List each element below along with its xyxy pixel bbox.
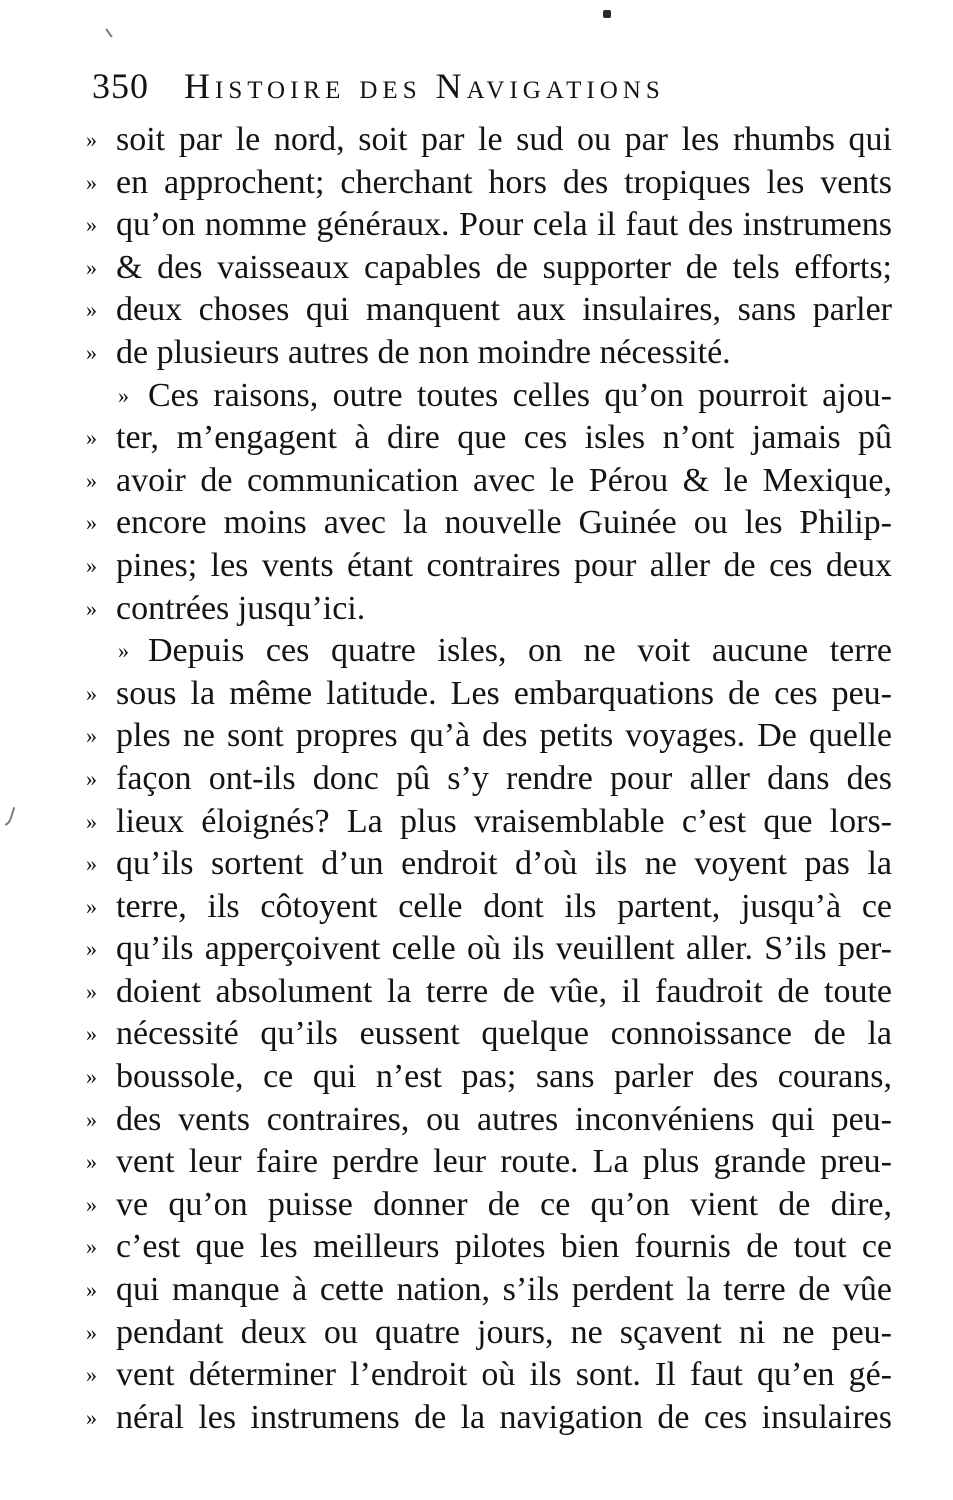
text-line xyxy=(86,460,892,503)
quote-mark: » xyxy=(86,765,97,791)
line-text: pines; les vents étant contraires pour aller de ces deux xyxy=(116,546,892,584)
quote-mark: » xyxy=(86,510,97,536)
quote-mark: » xyxy=(86,936,97,962)
ink-speck xyxy=(603,10,611,18)
quote-mark: » xyxy=(86,851,97,877)
text-line xyxy=(86,1099,892,1142)
line-text: avoir de communication avec le Pérou & le Mexique, xyxy=(116,461,892,499)
line-text: qu’ils apperçoivent celle où ils veuillent aller. S’ils per- xyxy=(116,930,892,968)
text-line xyxy=(86,204,892,247)
quote-mark: » xyxy=(86,297,97,323)
quote-mark: » xyxy=(86,467,97,493)
text-line xyxy=(86,162,892,205)
running-title: Histoire des Navigations xyxy=(184,66,665,106)
paragraph-first-line xyxy=(86,375,892,418)
line-text: encore moins avec la nouvelle Guinée ou les Philip- xyxy=(116,504,892,542)
line-text: terre, ils côtoyent celle dont ils partent, jusqu’à ce xyxy=(116,887,892,925)
quote-mark: » xyxy=(86,212,97,238)
text-line xyxy=(86,289,892,332)
quote-mark: » xyxy=(86,1064,97,1090)
line-text: deux choses qui manquent aux insulaires, sans parler xyxy=(116,291,892,329)
quote-mark: » xyxy=(86,425,97,451)
ink-speck xyxy=(105,28,112,37)
line-text: des vents contraires, ou autres inconvéniens qui peu- xyxy=(116,1100,892,1138)
quote-mark: » xyxy=(86,1404,97,1430)
line-text: lieux éloignés? La plus vraisemblable c’est que lors- xyxy=(116,802,892,840)
text-line xyxy=(86,1056,892,1099)
line-text: en approchent; cherchant hors des tropiques les vents xyxy=(116,163,892,201)
text-line xyxy=(86,971,892,1014)
line-text: sous la même latitude. Les embarquations de ces peu- xyxy=(116,674,892,712)
line-text: Ces raisons, outre toutes celles qu’on pourroit ajou- xyxy=(148,376,892,414)
paragraph-first-line xyxy=(86,630,892,673)
quote-mark: » xyxy=(86,595,97,621)
line-text: doient absolument la terre de vûe, il faudroit de toute xyxy=(116,972,892,1010)
line-text: nécessité qu’ils eussent quelque connoissance de la xyxy=(116,1015,892,1053)
text-line xyxy=(86,332,892,375)
line-text: pendant deux ou quatre jours, ne sçavent ni ne peu- xyxy=(116,1313,892,1351)
text-line xyxy=(86,801,892,844)
text-line xyxy=(86,758,892,801)
quote-mark: » xyxy=(86,1362,97,1388)
line-text: soit par le nord, soit par le sud ou par les rhumbs qui xyxy=(116,121,892,158)
quote-mark: » xyxy=(86,808,97,834)
text-line xyxy=(86,1226,892,1269)
line-text: qui manque à cette nation, s’ils perdent la terre de vûe xyxy=(116,1271,892,1309)
text-line xyxy=(86,1354,892,1397)
line-text: contrées jusqu’ici. xyxy=(116,589,366,627)
text-line xyxy=(86,588,892,631)
quote-mark: » xyxy=(86,1021,97,1047)
quote-mark: » xyxy=(86,254,97,280)
line-text: c’est que les meilleurs pilotes bien fournis de tout ce xyxy=(116,1228,892,1266)
text-line xyxy=(86,502,892,545)
line-text: vent déterminer l’endroit où ils sont. Il faut qu’en gé- xyxy=(116,1356,892,1394)
margin-stroke xyxy=(0,804,15,831)
quote-mark: » xyxy=(86,1319,97,1345)
quote-mark: » xyxy=(86,1234,97,1260)
line-text: néral les instrumens de la navigation de ces insulaires xyxy=(116,1398,892,1436)
quote-mark: » xyxy=(86,1149,97,1175)
text-line xyxy=(86,1312,892,1355)
line-text: de plusieurs autres de non moindre nécessité. xyxy=(116,333,731,371)
quote-mark: » xyxy=(86,552,97,578)
text-line xyxy=(86,673,892,716)
line-text: boussole, ce qui n’est pas; sans parler des courans, xyxy=(116,1058,892,1096)
text-line xyxy=(86,1184,892,1227)
text-line xyxy=(86,417,892,460)
quote-mark: » xyxy=(118,638,129,664)
text-line xyxy=(86,545,892,588)
running-head xyxy=(92,66,872,106)
quote-mark: » xyxy=(86,339,97,365)
line-text: & des vaisseaux capables de supporter de tels efforts; xyxy=(116,248,892,286)
text-line xyxy=(86,119,892,162)
text-line xyxy=(86,715,892,758)
line-text: vent leur faire perdre leur route. La plus grande preu- xyxy=(116,1143,892,1181)
line-text: qu’ils sortent d’un endroit d’où ils ne voyent pas la xyxy=(116,845,892,883)
text-line xyxy=(86,928,892,971)
text-line xyxy=(86,247,892,290)
line-text: ples ne sont propres qu’à des petits voyages. De quelle xyxy=(116,717,892,755)
text-line xyxy=(86,1141,892,1184)
text-line xyxy=(86,1269,892,1312)
quote-mark: » xyxy=(86,127,97,152)
line-text: façon ont-ils donc pû s’y rendre pour aller dans des xyxy=(116,759,892,797)
quote-mark: » xyxy=(118,382,129,408)
line-text: ve qu’on puisse donner de ce qu’on vient de dire, xyxy=(116,1185,892,1223)
quote-mark: » xyxy=(86,1106,97,1132)
text-line xyxy=(86,886,892,929)
line-text: Depuis ces quatre isles, on ne voit aucune terre xyxy=(148,632,892,670)
quote-mark: » xyxy=(86,169,97,195)
body-text xyxy=(86,119,892,1439)
line-text: ter, m’engagent à dire que ces isles n’ont jamais pû xyxy=(116,419,892,457)
quote-mark: » xyxy=(86,893,97,919)
text-line xyxy=(86,1013,892,1056)
text-line xyxy=(86,843,892,886)
quote-mark: » xyxy=(86,978,97,1004)
quote-mark: » xyxy=(86,723,97,749)
quote-mark: » xyxy=(86,680,97,706)
page-number: 350 xyxy=(92,66,149,106)
quote-mark: » xyxy=(86,1277,97,1303)
line-text: qu’on nomme généraux. Pour cela il faut des instrumens xyxy=(116,206,892,244)
text-line xyxy=(86,1397,892,1440)
quote-mark: » xyxy=(86,1191,97,1217)
